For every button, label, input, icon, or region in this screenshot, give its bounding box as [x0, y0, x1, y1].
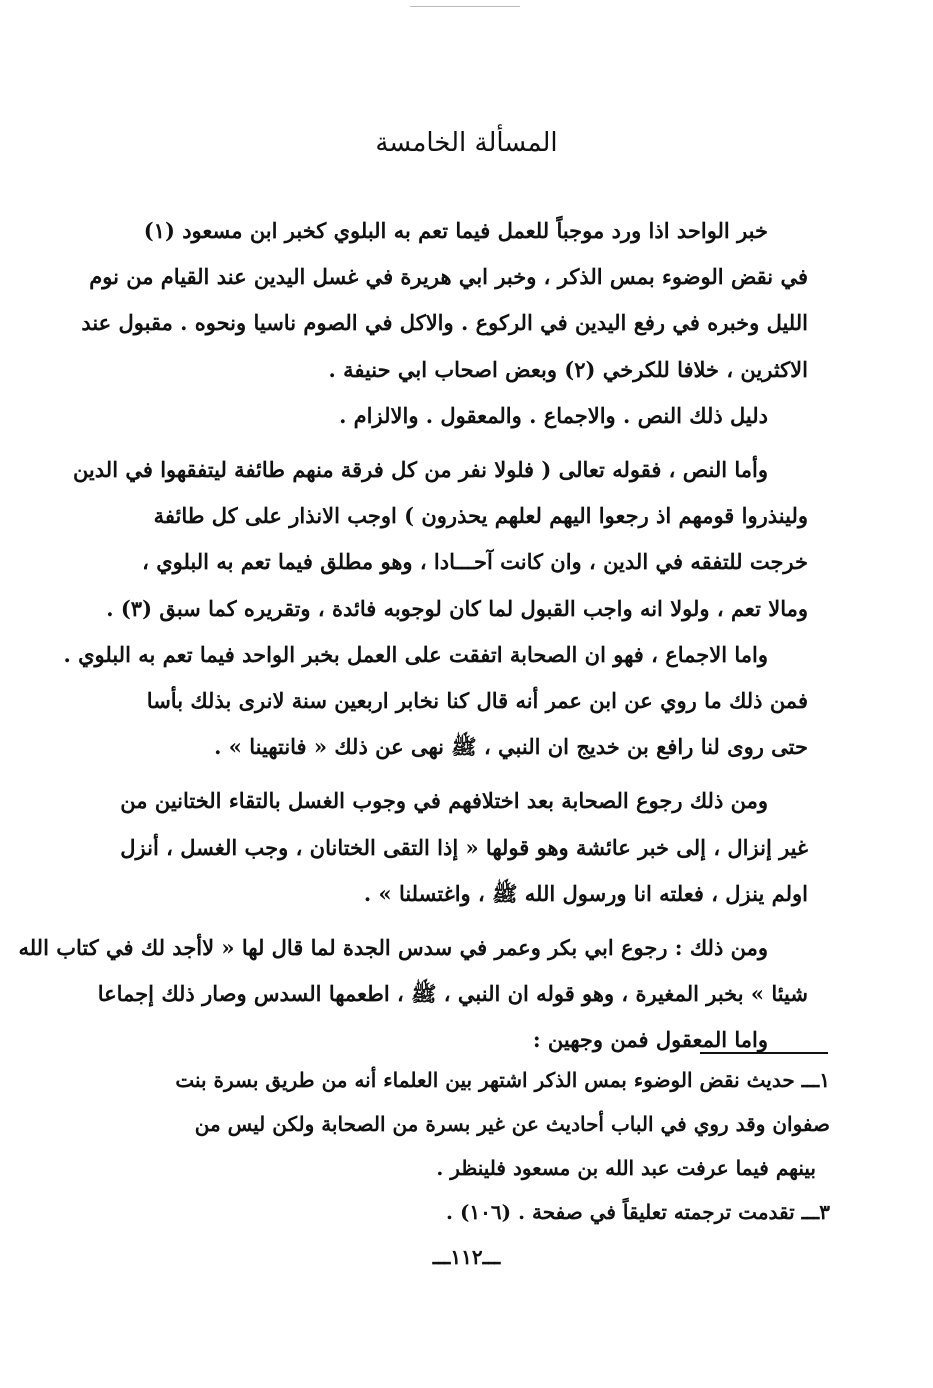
- text-line: حتى روى لنا رافع بن خديج ان النبي ، ﷺ نهى عن ذلك « فانتهينا » .: [214, 734, 808, 760]
- text-line: وأما النص ، فقوله تعالى ( فلولا نفر من كل فرقة منهم طائفة ليتفقهوا في الدين: [72, 457, 768, 483]
- footnote-line: ٣ـــ تقدمت ترجمته تعليقاً في صفحة . (١٠٦) .: [446, 1200, 830, 1224]
- footnotes: [130, 1058, 830, 1234]
- text-line: ومن ذلك رجوع الصحابة بعد اختلافهم في وجوب الغسل بالتقاء الختانين من: [120, 788, 768, 814]
- text-line: الليل وخبره في رفع اليدين في الركوع . والاكل في الصوم ناسيا ونحوه . مقبول عند: [81, 310, 808, 336]
- paragraph-gap: [130, 439, 808, 447]
- text-line: واما المعقول فمن وجهين :: [532, 1027, 768, 1053]
- section-heading: المسألة الخامسة: [375, 128, 558, 158]
- text-line: ومن ذلك : رجوع ابي بكر وعمر في سدس الجدة لما قال لها « لاأجد لك في كتاب الله: [18, 935, 768, 961]
- text-line: الاكثرين ، خلافا للكرخي (٢) وبعض اصحاب ابي حنيفة .: [328, 356, 808, 382]
- text-line: في نقض الوضوء بمس الذكر ، وخبر ابي هريرة في غسل اليدين عند القيام من نوم: [89, 264, 808, 290]
- text-line: واما الاجماع ، فهو ان الصحابة اتفقت على العمل بخبر الواحد فيما تعم به البلوي .: [63, 641, 768, 667]
- text-line: فمن ذلك ما روي عن ابن عمر أنه قال كنا نخابر اربعين سنة لانرى بذلك بأسا: [146, 688, 808, 714]
- footnote-line: ١ـــ حديث نقض الوضوء بمس الذكر اشتهر بين العلماء أنه من طريق بسرة بنت: [175, 1068, 830, 1092]
- top-rule: [410, 6, 520, 7]
- text-line: دليل ذلك النص . والاجماع . والمعقول . والالزام .: [339, 402, 768, 428]
- main-text: [18, 208, 808, 1064]
- text-line: خرجت للتفقه في الدين ، وان كانت آحـــادا ، وهو مطلق فيما تعم به البلوي ،: [142, 549, 808, 575]
- footnote-line: صفوان وقد روي في الباب أحاديث عن غير بسرة من الصحابة ولكن ليس من: [194, 1112, 830, 1136]
- paragraph-gap: [130, 770, 808, 778]
- text-line: خبر الواحد اذا ورد موجباً للعمل فيما تعم به البلوي كخبر ابن مسعود (١): [143, 218, 768, 243]
- text-line: ولينذروا قومهم اذ رجعوا اليهم لعلهم يحذرون ) اوجب الانذار على كل طائفة: [153, 503, 808, 529]
- text-line: اولم ينزل ، فعلته انا ورسول الله ﷺ ، واغتسلنا » .: [363, 880, 808, 906]
- page-number: ـــ١١٢ـــ: [432, 1245, 501, 1269]
- text-line: شيئا » بخبر المغيرة ، وهو قوله ان النبي ، ﷺ ، اطعمها السدس وصار ذلك إجماعا: [97, 981, 808, 1007]
- footnote-separator: [700, 1052, 828, 1054]
- paragraph-gap: [130, 917, 808, 925]
- footnote-line: بينهم فيما عرفت عبد الله بن مسعود فلينظر .: [436, 1156, 816, 1180]
- text-line: غير إنزال ، إلى خبر عائشة وهو قولها « إذا التقى الختانان ، وجب الغسل ، أنزل: [120, 834, 808, 860]
- text-line: ومالا تعم ، ولولا انه واجب القبول لما كان لوجوبه فائدة ، وتقريره كما سبق (٣) .: [106, 595, 808, 621]
